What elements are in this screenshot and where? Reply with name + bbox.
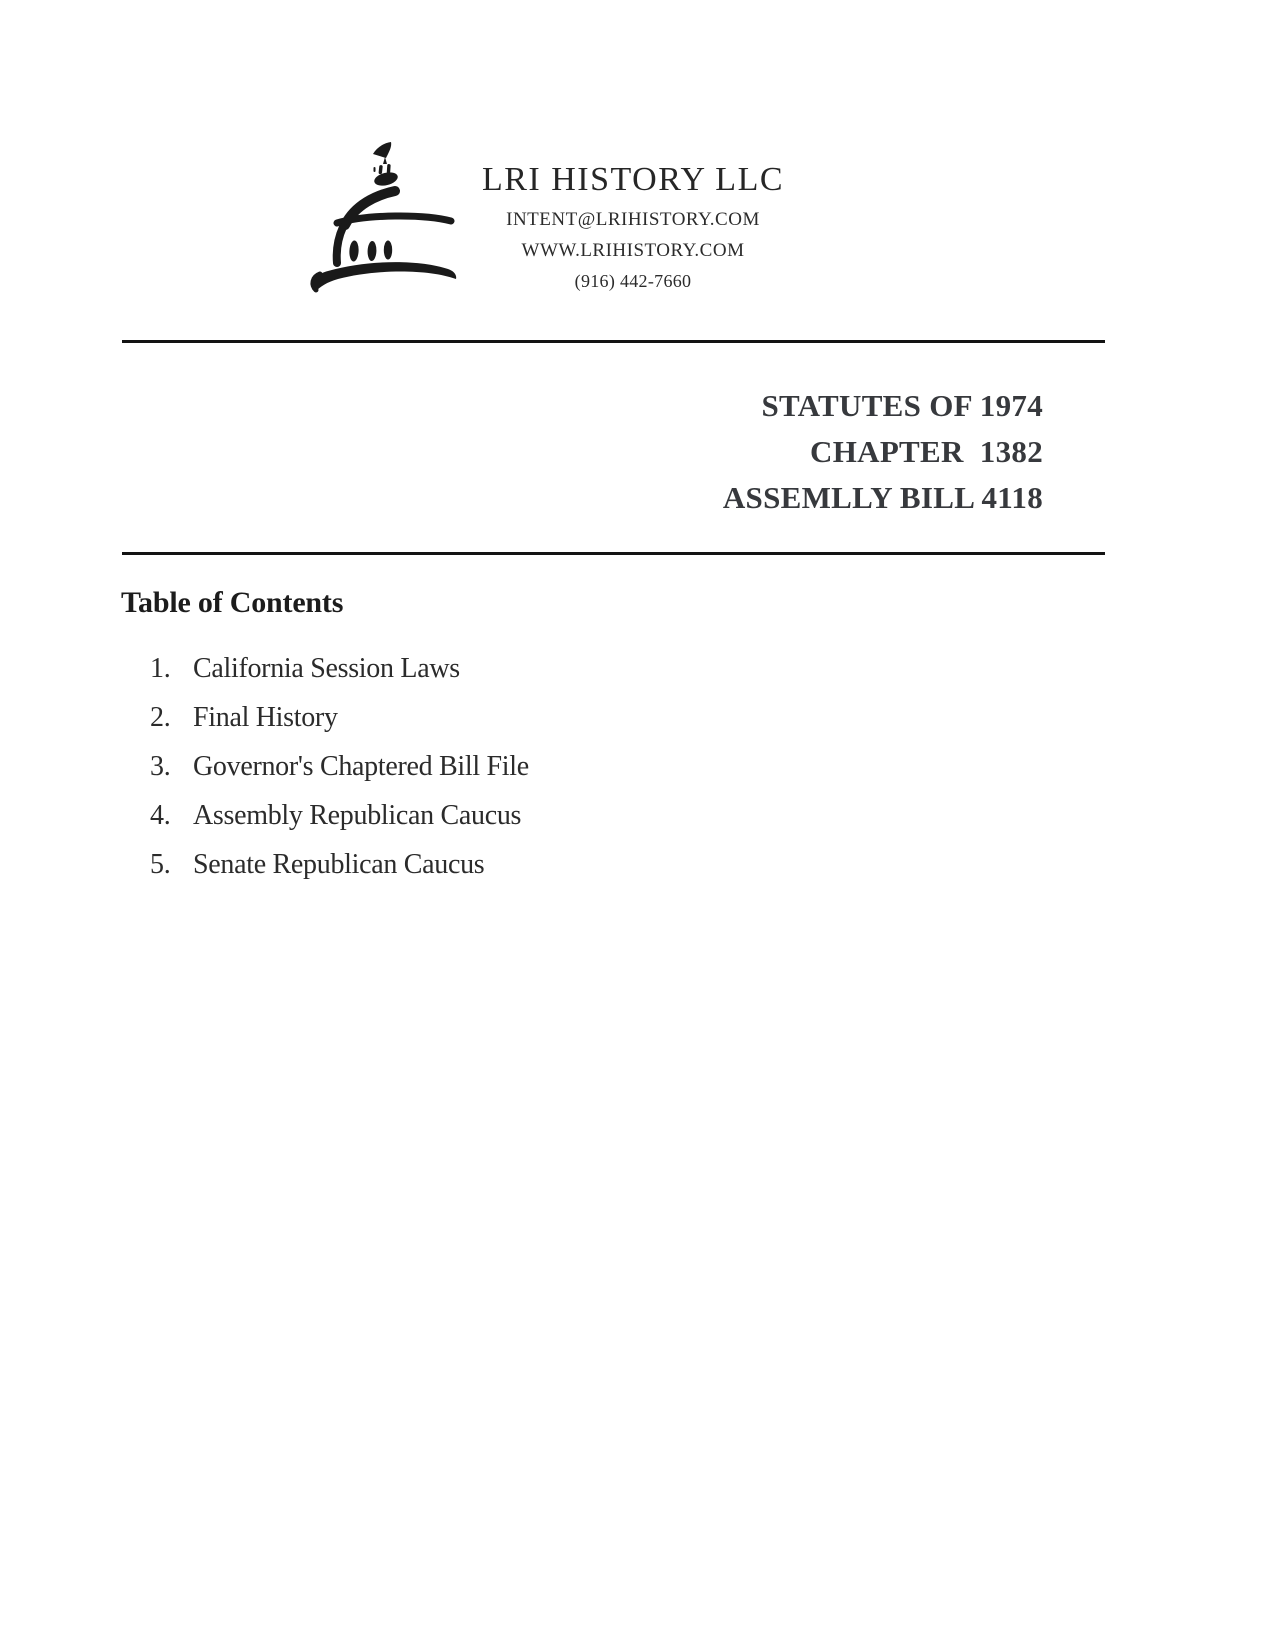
toc-item-label: California Session Laws [193,653,460,684]
toc-item-number: 3. [150,751,171,782]
toc-title: Table of Contents [121,586,344,619]
toc-item-label: Senate Republican Caucus [193,849,485,880]
toc-item [150,850,529,879]
case-heading [723,383,1043,521]
company-website: WWW.LRIHISTORY.COM [521,240,745,261]
toc-item-label: Final History [193,702,338,733]
assembly-bill-line: ASSEMLLY BILL 4118 [722,480,1043,515]
toc-item-label: Assembly Republican Caucus [193,800,522,831]
toc-item-number: 5. [150,849,171,880]
toc-item-number: 2. [150,702,171,733]
letterhead [383,160,883,292]
toc-list [150,654,529,899]
horizontal-rule-top [122,340,1105,343]
toc-item [150,654,529,683]
horizontal-rule-bottom [122,552,1105,555]
toc-item-label: Governor's Chaptered Bill File [193,751,529,782]
company-phone: (916) 442-7660 [574,271,692,291]
chapter-line: CHAPTER 1382 [810,434,1043,469]
statutes-line: STATUTES OF 1974 [761,388,1043,423]
toc-item-number: 1. [150,653,171,684]
toc-item [150,703,529,732]
company-name: LRI HISTORY LLC [481,161,785,198]
toc-item-number: 4. [150,800,171,831]
company-email: INTENT@LRIHISTORY.COM [506,209,760,230]
toc-item [150,801,529,830]
toc-item [150,752,529,781]
